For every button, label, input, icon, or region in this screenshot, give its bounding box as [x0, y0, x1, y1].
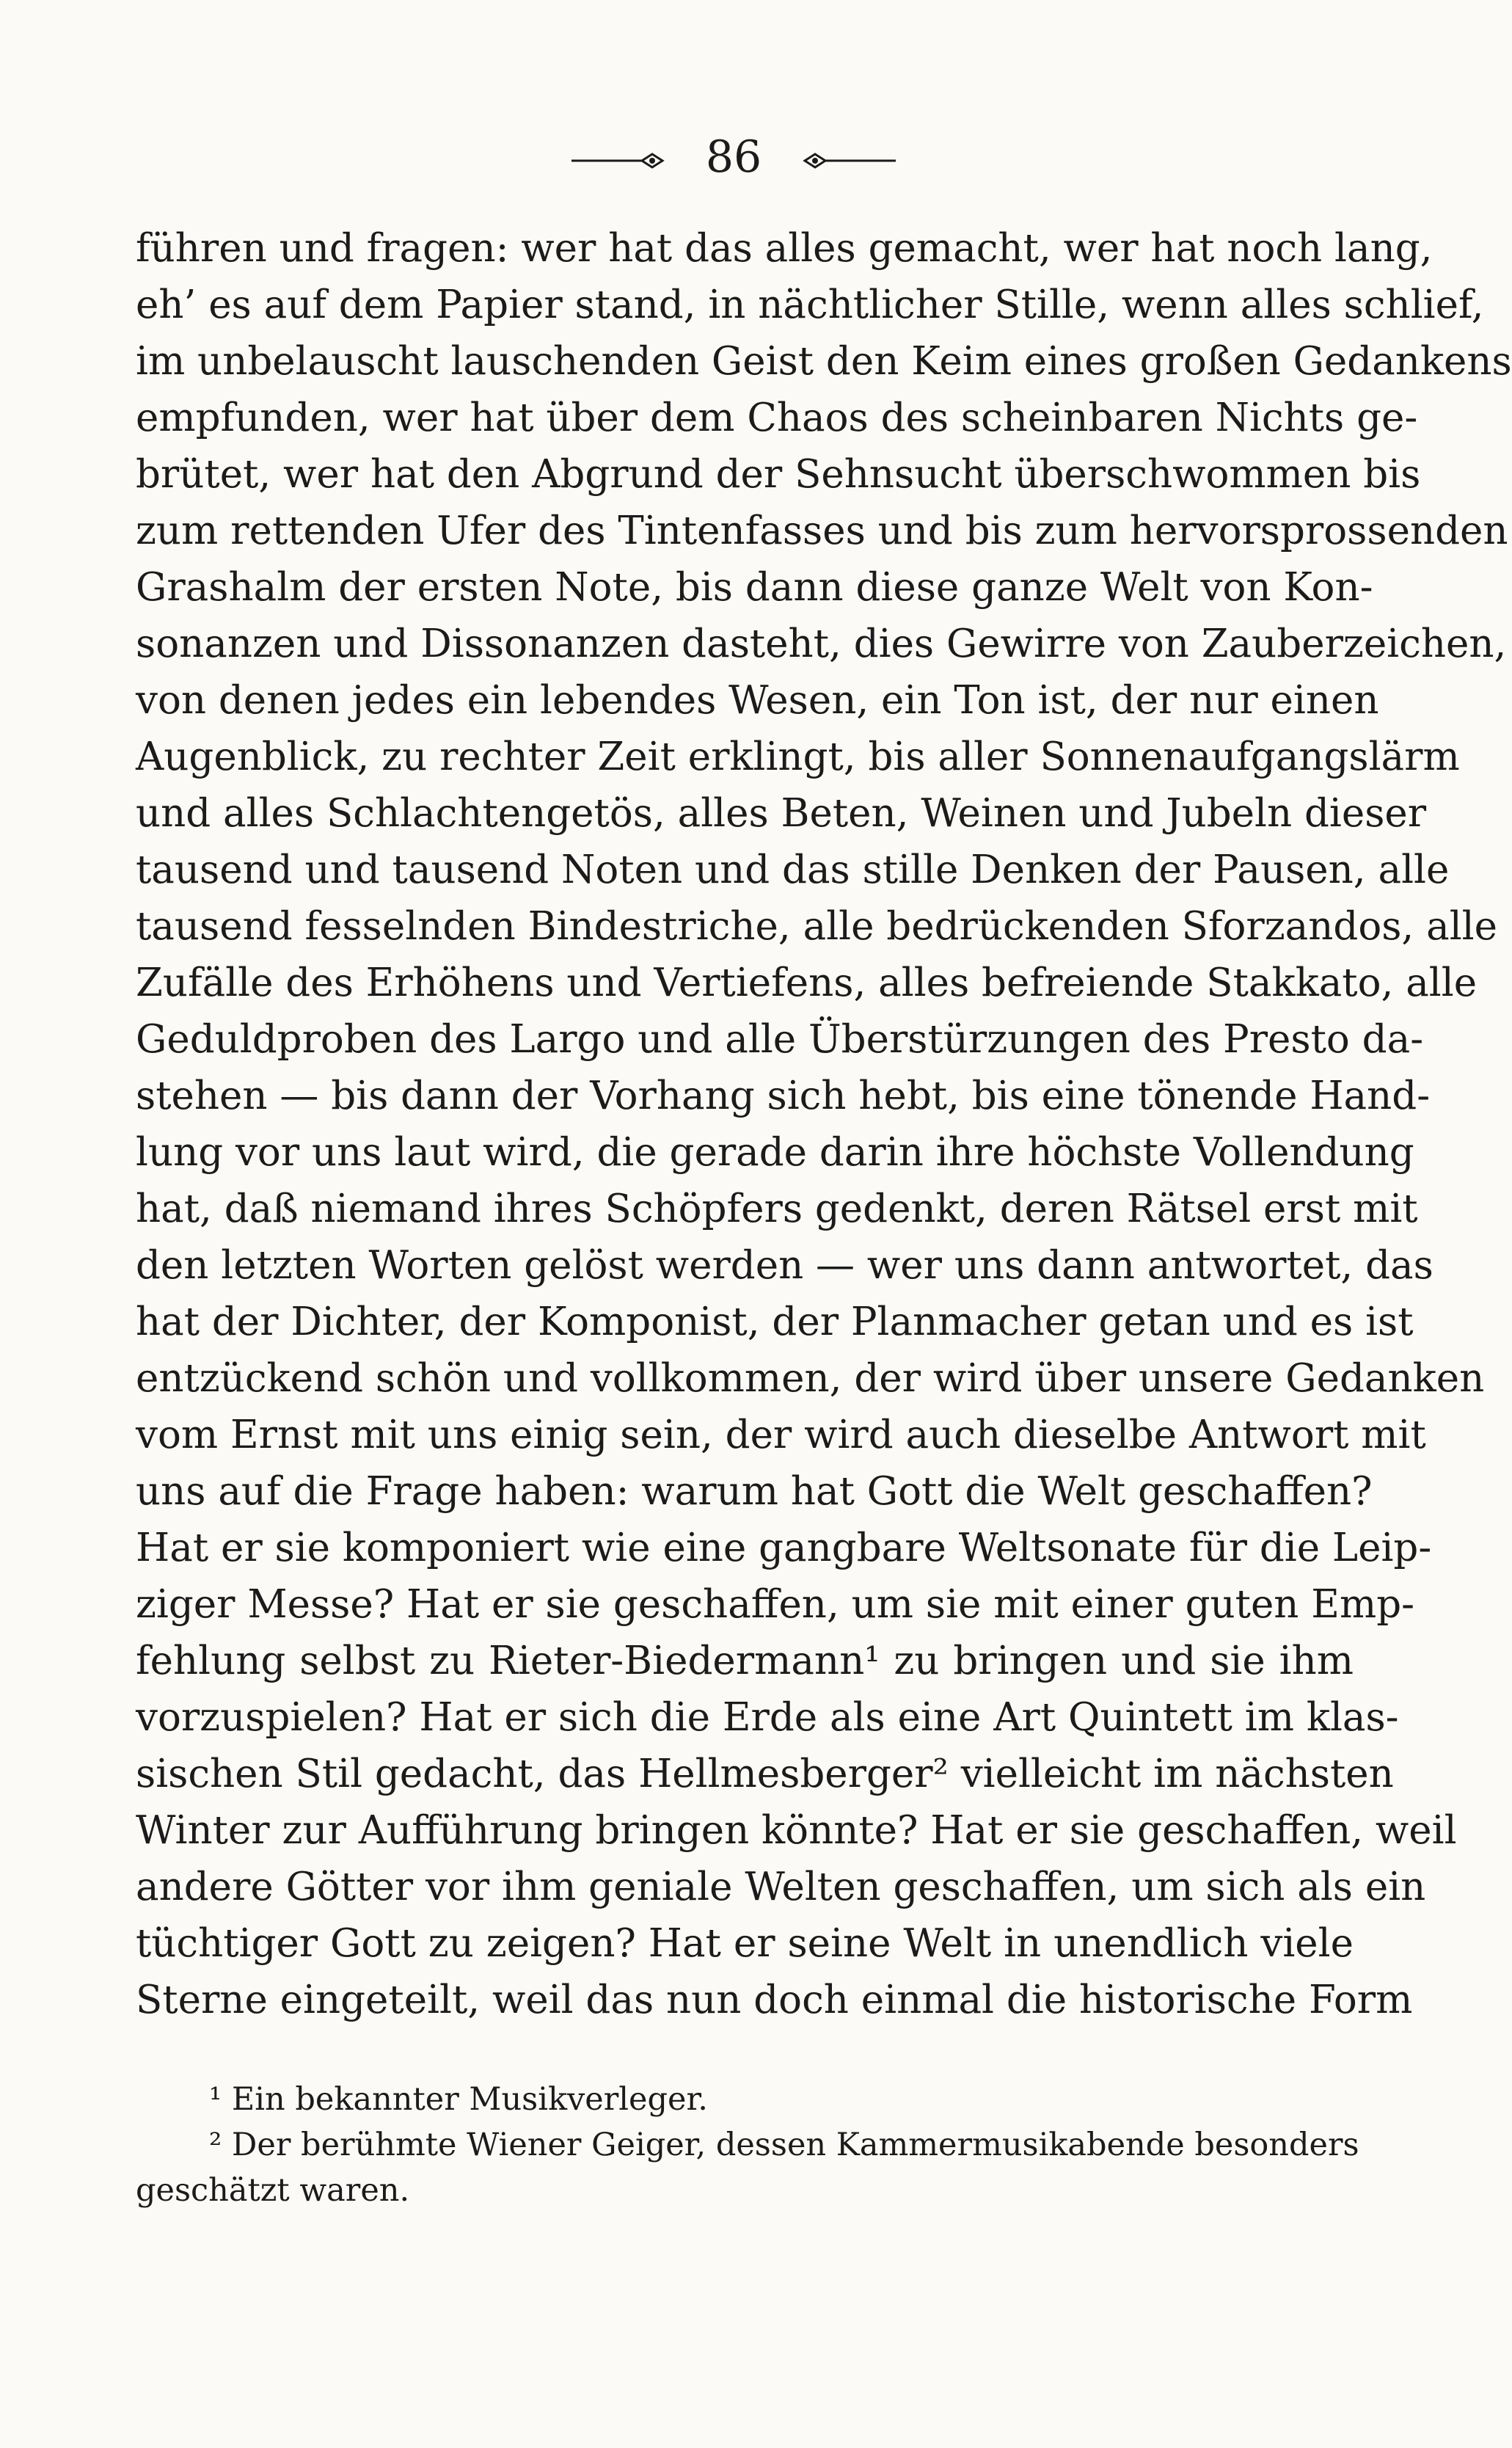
- text-line: tüchtiger Gott zu zeigen? Hat er seine Welt in unendlich viele: [136, 1921, 1354, 1966]
- text-line: sonanzen und Dissonanzen dasteht, dies Gewirre von Zauberzeichen,: [136, 622, 1507, 666]
- text-line: Winter zur Aufführung bringen könnte? Hat er sie geschaffen, weil: [136, 1808, 1457, 1853]
- text-line: tausend und tausend Noten und das stille Denken der Pausen, alle: [136, 848, 1450, 892]
- text-line: brütet, wer hat den Abgrund der Sehnsucht überschwommen bis: [136, 452, 1421, 497]
- footnotes: [136, 2077, 1359, 2213]
- body-text: [136, 220, 1512, 2028]
- footnote-2-continuation: geschätzt waren.: [136, 2172, 410, 2209]
- text-line: lung vor uns laut wird, die gerade darin ihre höchste Vollendung: [136, 1130, 1414, 1175]
- text-line: tausend fesselnden Bindestriche, alle bedrückenden Sforzandos, alle: [136, 904, 1497, 949]
- text-line: Augenblick, zu rechter Zeit erklingt, bis aller Sonnenaufgangslärm: [136, 735, 1460, 779]
- text-line: im unbelauscht lauschenden Geist den Keim eines großen Gedankens: [136, 339, 1512, 384]
- text-line: stehen — bis dann der Vorhang sich hebt, bis eine tönende Hand-: [136, 1074, 1431, 1118]
- text-line: von denen jedes ein lebendes Wesen, ein Ton ist, der nur einen: [136, 678, 1379, 723]
- text-line: andere Götter vor ihm geniale Welten geschaffen, um sich als ein: [136, 1865, 1426, 1909]
- text-line: Sterne eingeteilt, weil das nun doch einmal die historische Form: [136, 1978, 1413, 2022]
- text-line: empfunden, wer hat über dem Chaos des scheinbaren Nichts ge-: [136, 396, 1418, 440]
- footnote-1: ¹ Ein bekannter Musikverleger.: [209, 2081, 708, 2118]
- text-line: vom Ernst mit uns einig sein, der wird auch dieselbe Antwort mit: [136, 1413, 1426, 1457]
- page-number: 86: [705, 131, 762, 183]
- text-line: hat der Dichter, der Komponist, der Planmacher getan und es ist: [136, 1300, 1414, 1344]
- footnote-2: ² Der berühmte Wiener Geiger, dessen Kammermusikabende besonders: [209, 2127, 1359, 2163]
- text-line: eh’ es auf dem Papier stand, in nächtlicher Stille, wenn alles schlief,: [136, 283, 1484, 327]
- text-line: führen und fragen: wer hat das alles gemacht, wer hat noch lang,: [136, 226, 1433, 271]
- text-line: hat, daß niemand ihres Schöpfers gedenkt, deren Rätsel erst mit: [136, 1187, 1418, 1231]
- text-line: ziger Messe? Hat er sie geschaffen, um sie mit einer guten Emp-: [136, 1582, 1415, 1627]
- text-line: vorzuspielen? Hat er sich die Erde als eine Art Quintett im klas-: [136, 1695, 1399, 1740]
- left-ornament-icon: [571, 128, 667, 186]
- text-line: zum rettenden Ufer des Tintenfasses und bis zum hervorsprossenden: [136, 509, 1508, 553]
- text-line: entzückend schön und vollkommen, der wird über unsere Gedanken: [136, 1356, 1485, 1401]
- text-line: Grashalm der ersten Note, bis dann diese ganze Welt von Kon-: [136, 565, 1373, 610]
- text-line: Hat er sie komponiert wie eine gangbare Weltsonate für die Leip-: [136, 1526, 1432, 1570]
- right-ornament-icon: [800, 128, 896, 186]
- text-line: fehlung selbst zu Rieter-Biedermann¹ zu bringen und sie ihm: [136, 1639, 1354, 1683]
- text-line: Geduldproben des Largo und alle Überstürzungen des Presto da-: [136, 1017, 1424, 1062]
- text-line: Zufälle des Erhöhens und Vertiefens, alles befreiende Stakkato, alle: [136, 961, 1478, 1005]
- text-line: sischen Stil gedacht, das Hellmesberger² vielleicht im nächsten: [136, 1752, 1394, 1796]
- page-header: [0, 125, 1467, 186]
- text-line: und alles Schlachtengetös, alles Beten, Weinen und Jubeln dieser: [136, 791, 1427, 836]
- text-line: den letzten Worten gelöst werden — wer uns dann antwortet, das: [136, 1243, 1434, 1288]
- text-line: uns auf die Frage haben: warum hat Gott die Welt geschaffen?: [136, 1469, 1373, 1514]
